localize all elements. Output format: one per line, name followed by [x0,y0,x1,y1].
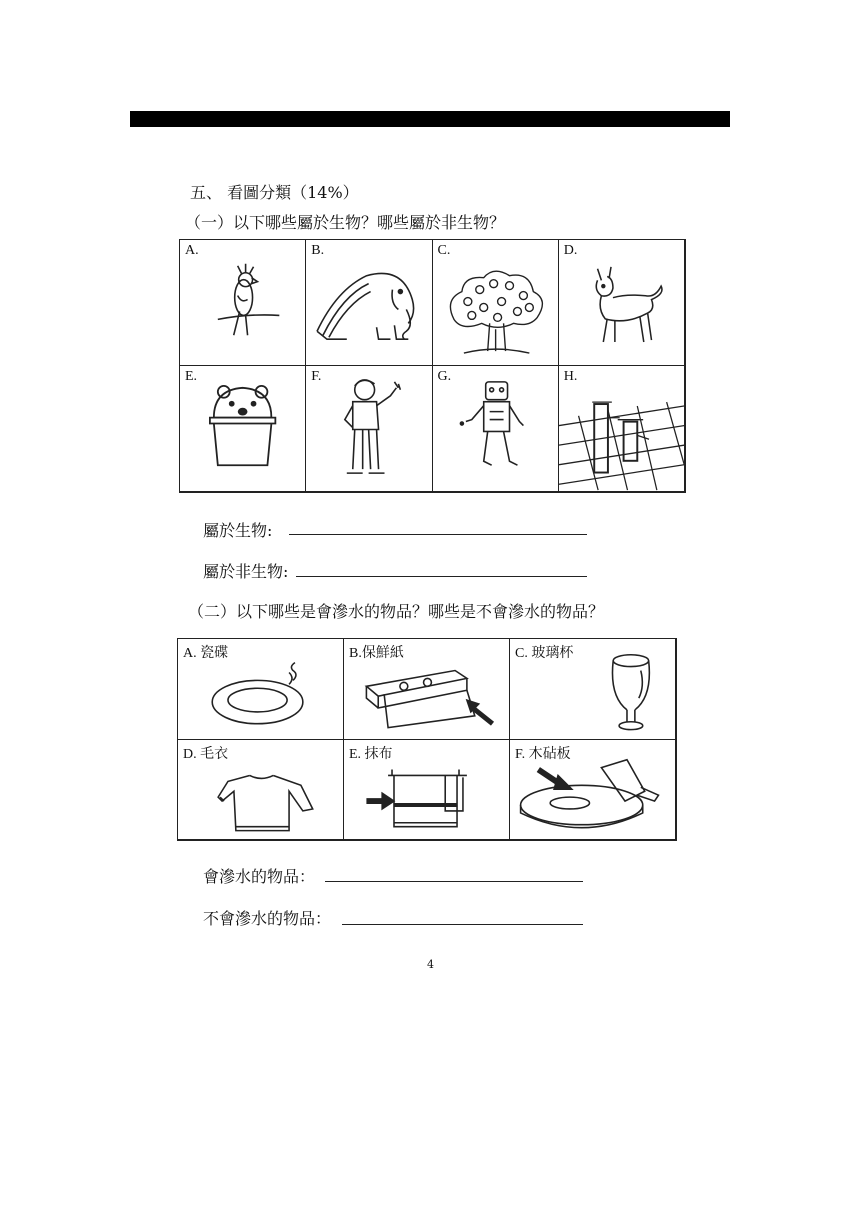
waving-boy-icon [306,366,431,491]
item-label: B.保鮮紙 [349,646,404,661]
part1-item-a [180,240,306,366]
sweater-icon [178,740,343,840]
page-number: 4 [427,958,434,971]
item-label: C. 玻璃杯 [515,646,574,661]
answer-nonliving-label: 屬於非生物: [203,562,289,581]
item-label: D. 毛衣 [183,746,229,762]
towel-icon [344,740,509,840]
answer-nonliving-line[interactable] [296,576,587,577]
elephant-slide-icon [306,240,431,365]
parrot-icon [180,240,305,365]
item-label: H. [563,369,578,384]
part1-item-h [559,366,685,492]
glass-icon [510,639,675,739]
header-bar [130,111,730,127]
part1-question: （一）以下哪些屬於生物？哪些屬於非生物？ [185,213,506,232]
part2-item-d [178,740,344,841]
part1-item-d [559,240,685,366]
answer-living-label: 屬於生物: [203,521,273,540]
robot-icon [433,366,558,491]
part1-item-e [180,366,306,492]
bear-trash-bin-icon [180,366,305,491]
part2-item-b [344,639,510,740]
flowering-tree-icon [433,240,558,365]
item-label: D. [563,243,578,258]
part2-item-e [344,740,510,841]
part1-item-c [433,240,559,366]
item-label: G. [437,369,452,384]
section-title: 五、 看圖分類（14%） [190,183,359,202]
answer-absorb-line[interactable] [325,881,583,882]
plate-icon [178,639,343,739]
part1-item-f [306,366,432,492]
part2-grid [177,638,677,841]
part1-item-g [433,366,559,492]
part2-item-c [510,639,676,740]
item-label: F. 木砧板 [515,746,571,762]
answer-living-line[interactable] [289,534,587,535]
part1-grid [179,239,686,493]
item-label: B. [311,243,325,258]
dog-icon [559,240,684,365]
item-label: A. 瓷碟 [183,646,229,661]
cutting-board-icon [510,740,675,840]
cling-wrap-icon [344,639,509,739]
part2-question: （二）以下哪些是會滲水的物品？哪些是不會滲水的物品？ [188,602,605,621]
answer-nonabsorb-line[interactable] [342,924,583,925]
part1-item-b [306,240,432,366]
item-label: E. [185,369,198,384]
part2-item-a [178,639,344,740]
item-label: E. 抹布 [349,746,393,762]
part2-item-f [510,740,676,841]
answer-nonabsorb-label: 不會滲水的物品： [203,909,332,928]
answer-absorb-label: 會滲水的物品： [203,867,316,886]
item-label: A. [185,243,199,258]
item-label: C. [437,243,451,258]
water-pump-icon [559,366,684,491]
item-label: F. [311,369,322,384]
